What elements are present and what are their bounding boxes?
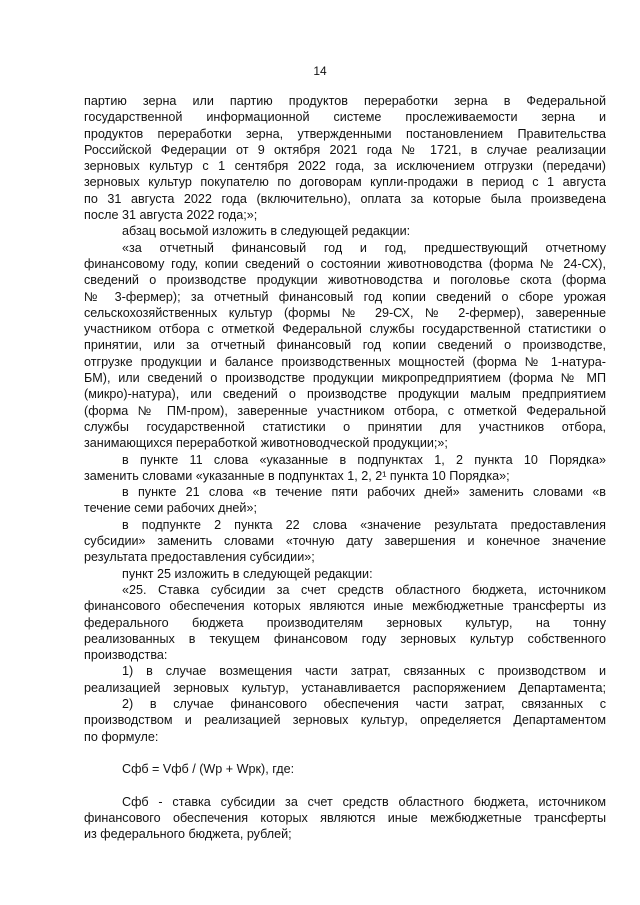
text-line: финансовому году, копии сведений о состоянии животноводства (форма № 24-СХ), <box>84 256 606 271</box>
page-number: 14 <box>313 64 327 78</box>
text-line: партию зерна или партию продуктов переработки зерна в Федеральной <box>84 94 606 108</box>
text-line: продуктов переработки зерна, утвержденными постановлением Правительства <box>84 126 606 141</box>
text-line: результата предоставления субсидии»; <box>84 550 315 565</box>
text-line: в пункте 21 слова «в течение пяти рабочих дней» заменить словами «в <box>122 485 606 500</box>
blank-line <box>84 777 606 793</box>
document-body <box>84 93 606 843</box>
text-line: реализацией зерновых культур, устанавливается распоряжением Департамента; <box>84 680 606 695</box>
text-line: по формуле: <box>84 729 159 744</box>
text-line: после 31 августа 2022 года;»; <box>84 208 258 223</box>
text-line: в подпункте 2 пункта 22 слова «значение результата предоставления <box>122 517 606 532</box>
text-line: занимающихся переработкой животноводческой продукции;»; <box>84 436 448 451</box>
text-line: пункт 25 изложить в следующей редакции: <box>122 566 373 581</box>
text-line: течение семи рабочих дней»; <box>84 501 257 516</box>
text-line: производством и реализацией зерновых культур, определяется Департаментом <box>84 713 606 728</box>
text-line: государственной информационной системе прослеживаемости зерна и <box>84 110 606 125</box>
text-line: № 3-фермер); за отчетный финансовый год копии сведений о сборе урожая <box>84 289 606 304</box>
text-line: в пункте 11 слова «указанные в подпунктах 1, 2 пункта 10 Порядка» <box>122 452 606 467</box>
text-line: федерального бюджета производителям зерновых культур, на тонну <box>84 615 606 630</box>
text-line: из федерального бюджета, рублей; <box>84 827 292 842</box>
text-line: финансового обеспечения которых являются иные межбюджетные трансферты <box>84 811 606 826</box>
text-line: Сфб - ставка субсидии за счет средств областного бюджета, источником <box>122 794 606 809</box>
text-line: сведений о производстве продукции животноводства и поголовье скота (форма <box>84 273 606 288</box>
text-line: сельскохозяйственных культур (формы № 29-СХ, № 2-фермер), заверенные <box>84 305 606 320</box>
text-line: производства: <box>84 648 168 663</box>
text-line: (форма № ПМ-пром), заверенные участником отбора, с отметкой Федеральной <box>84 403 606 418</box>
text-line: службы государственной статистики о принятии для участников отбора, <box>84 419 606 434</box>
text-line: субсидии» заменить словами «точную дату завершения и конечное значение <box>84 534 606 549</box>
text-line: Российской Федерации от 9 октября 2021 года № 1721, в случае реализации <box>84 142 606 157</box>
blank-line <box>84 745 606 761</box>
text-line: зерновых культур покупателю по договорам купли-продажи в период с 1 августа <box>84 175 606 190</box>
text-line: Сфб = Vфб / (Wр + Wрк), где: <box>122 762 295 777</box>
text-line: 2) в случае финансового обеспечения части затрат, связанных с <box>122 696 606 711</box>
text-line: отгрузке продукции и балансе производственных мощностей (форма № 1-натура- <box>84 354 606 369</box>
text-line: зерновых культур с 1 сентября 2022 года, за исключением отгрузки (передачи) <box>84 159 606 174</box>
text-line: участником отбора с отметкой Федеральной службы государственной статистики о <box>84 322 606 337</box>
text-line: БМ), или сведений о производстве продукции микропредприятием (форма № МП <box>84 371 606 386</box>
text-line: «за отчетный финансовый год и год, предшествующий отчетному <box>122 240 606 255</box>
text-line: заменить словами «указанные в подпунктах 1, 2, 2¹ пункта 10 Порядка»; <box>84 468 510 483</box>
text-line: «25. Ставка субсидии за счет средств областного бюджета, источником <box>122 582 606 597</box>
text-line: финансового обеспечения которых являются иные межбюджетные трансферты из <box>84 599 606 614</box>
text-line: реализованных в текущем финансовом году зерновых культур собственного <box>84 631 606 646</box>
text-line: (микро)-натура), или сведений о производстве продукции малым предприятием <box>84 387 606 402</box>
text-line: 1) в случае возмещения части затрат, связанных с производством и <box>122 664 606 679</box>
text-line: по 31 августа 2022 года (включительно), оплата за которые была произведена <box>84 191 606 206</box>
text-line: принятии, или за отчетный финансовый год копии сведений о производстве, <box>84 338 606 353</box>
text-line: абзац восьмой изложить в следующей редакции: <box>122 224 411 239</box>
